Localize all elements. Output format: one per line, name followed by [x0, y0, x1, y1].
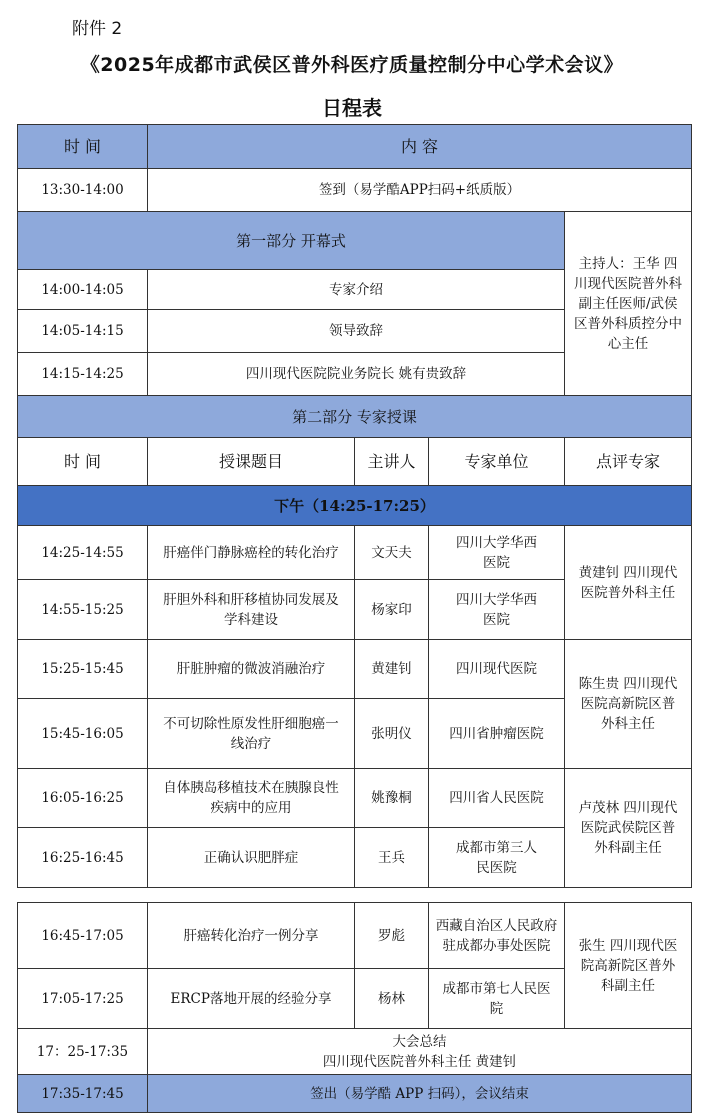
schedule-table: [17, 124, 692, 888]
lecture-row: [18, 526, 692, 580]
unit-cell: 四川大学华西医院: [429, 526, 565, 580]
column-header-row: [18, 438, 692, 486]
signout-row: [18, 1075, 692, 1113]
topic-cell: 肝胆外科和肝移植协同发展及学科建设: [148, 580, 355, 640]
col-unit: 专家单位: [429, 438, 565, 486]
unit-cell: 成都市第三人民医院: [429, 828, 565, 888]
content-cell: 签到（易学酷APP扫码+纸质版）: [148, 169, 692, 212]
time-cell: 15:45-16:05: [18, 699, 148, 769]
lecture-row: [18, 903, 692, 969]
col-topic: 授课题目: [148, 438, 355, 486]
header-content: 内 容: [148, 125, 692, 169]
header-time: 时 间: [18, 125, 148, 169]
topic-cell: 自体胰岛移植技术在胰腺良性疾病中的应用: [148, 769, 355, 828]
unit-cell: 四川省人民医院: [429, 769, 565, 828]
time-cell: 14:25-14:55: [18, 526, 148, 580]
document-title: 《2025年成都市武侯区普外科医疗质量控制分中心学术会议》: [80, 54, 624, 76]
reviewer-cell: 陈生贵 四川现代医院高新院区普外科主任: [565, 640, 692, 769]
unit-cell: 四川现代医院: [429, 640, 565, 699]
afternoon-label: 下午（14:25-17:25）: [18, 486, 692, 526]
host-cell: 主持人：王华 四川现代医院普外科副主任医师/武侯区普外科质控分中心主任: [565, 212, 692, 396]
time-cell: 16:25-16:45: [18, 828, 148, 888]
attachment-label: 附件 2: [72, 19, 123, 39]
unit-cell: 四川大学华西医院: [429, 580, 565, 640]
reviewer-cell: 张生 四川现代医院高新院区普外科副主任: [565, 903, 692, 1029]
time-cell: 14:15-14:25: [18, 353, 148, 396]
speaker-cell: 黄建钊: [355, 640, 429, 699]
signin-row: [18, 169, 692, 212]
time-cell: 16:45-17:05: [18, 903, 148, 969]
time-cell: 16:05-16:25: [18, 769, 148, 828]
time-cell: 17:35-17:45: [18, 1075, 148, 1113]
speaker-cell: 杨家印: [355, 580, 429, 640]
part1-row: [18, 212, 692, 270]
topic-cell: 肝癌转化治疗一例分享: [148, 903, 355, 969]
part2-title: 第二部分 专家授课: [18, 396, 692, 438]
afternoon-row: [18, 486, 692, 526]
time-cell: 14:55-15:25: [18, 580, 148, 640]
content-cell: 领导致辞: [148, 310, 565, 353]
speaker-cell: 杨林: [355, 969, 429, 1029]
col-speaker: 主讲人: [355, 438, 429, 486]
lecture-row: [18, 640, 692, 699]
summary-title: 大会总结: [392, 1033, 447, 1050]
speaker-cell: 王兵: [355, 828, 429, 888]
reviewer-cell: 黄建钊 四川现代医院普外科主任: [565, 526, 692, 640]
speaker-cell: 罗彪: [355, 903, 429, 969]
time-cell: 17:05-17:25: [18, 969, 148, 1029]
unit-cell: 西藏自治区人民政府驻成都办事处医院: [429, 903, 565, 969]
lecture-row: [18, 769, 692, 828]
topic-cell: 正确认识肥胖症: [148, 828, 355, 888]
topic-cell: 肝癌伴门静脉癌栓的转化治疗: [148, 526, 355, 580]
topic-cell: 不可切除性原发性肝细胞癌一线治疗: [148, 699, 355, 769]
speaker-cell: 姚豫桐: [355, 769, 429, 828]
content-cell: 签出（易学酷 APP 扫码），会议结束: [148, 1075, 692, 1113]
time-cell: 17：25-17:35: [18, 1029, 148, 1075]
time-cell: 14:00-14:05: [18, 270, 148, 310]
time-cell: 15:25-15:45: [18, 640, 148, 699]
unit-cell: 四川省肿瘤医院: [429, 699, 565, 769]
time-cell: 14:05-14:15: [18, 310, 148, 353]
summary-row: [18, 1029, 692, 1075]
document-subtitle: 日程表: [322, 96, 382, 120]
part2-row: [18, 396, 692, 438]
time-cell: 13:30-14:00: [18, 169, 148, 212]
topic-cell: ERCP落地开展的经验分享: [148, 969, 355, 1029]
col-time: 时 间: [18, 438, 148, 486]
content-cell: 四川现代医院院业务院长 姚有贵致辞: [148, 353, 565, 396]
table-header-row: [18, 125, 692, 169]
schedule-table-continued: [17, 902, 692, 1113]
part1-title: 第一部分 开幕式: [18, 212, 565, 270]
col-reviewer: 点评专家: [565, 438, 692, 486]
speaker-cell: 张明仪: [355, 699, 429, 769]
speaker-cell: 文天夫: [355, 526, 429, 580]
summary-cell: [148, 1029, 692, 1075]
summary-presenter: 四川现代医院普外科主任 黄建钊: [322, 1053, 517, 1070]
unit-cell: 成都市第七人民医院: [429, 969, 565, 1029]
reviewer-cell: 卢茂林 四川现代医院武侯院区普外科副主任: [565, 769, 692, 888]
content-cell: 专家介绍: [148, 270, 565, 310]
topic-cell: 肝脏肿瘤的微波消融治疗: [148, 640, 355, 699]
